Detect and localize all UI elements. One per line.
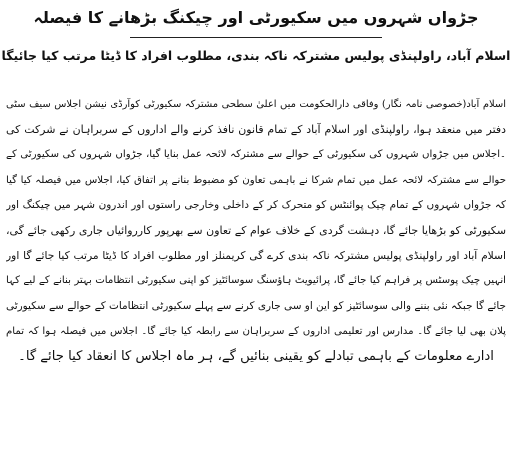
body-line: اسلام آباد(خصوصی نامہ نگار) وفاقی دارالحکومت میں اعلیٰ سطحی مشترکہ سکیورٹی کوآرڈی نیشن اجلاس سیف سٹی [6, 99, 506, 110]
body-line: سکیورٹی کو بڑھایا جائے گا، دہشت گردی کے خلاف عوام کے تعاون سے بھرپور کارروائیاں جاری رکھی جائے گی، [6, 223, 506, 237]
body-line: کہ جڑواں شہروں کے تمام چیک پوائنٹس کو متحرک کر کے داخلی وخارجی راستوں اور اندرون شہر میں چیکنگ اور [6, 198, 506, 211]
subheadline: اسلام آباد، راولپنڈی پولیس مشترکہ ناکہ بندی، مطلوب افراد کا ڈیٹا مرتب کیا جائیگا [1, 48, 511, 63]
headline: جڑواں شہروں میں سکیورٹی اور چیکنگ بڑھانے کا فیصلہ [33, 8, 479, 27]
body-line: دفتر میں منعقد ہوا، راولپنڈی اور اسلام آباد کے تمام قانون نافذ کرنے والے اداروں کے سربراہان نے شرکت کی [6, 123, 506, 137]
body-line: ادارے معلومات کے باہمی تبادلے کو یقینی بنائیں گے، ہر ماہ اجلاس کا انعقاد کیا جائے گا۔ [18, 348, 494, 364]
article-body [6, 92, 506, 369]
body-line: اسلام آباد اور راولپنڈی پولیس مشترکہ ناکہ بندی کرے گی کریمنلز اور مطلوب افراد کا ڈیٹا مرتب کیا جائے گا اور [6, 249, 506, 263]
body-line: ۔اجلاس میں جڑواں شہروں کی سکیورٹی کے حوالے سے مشترکہ لائحہ عمل بنایا گیا، جڑواں شہروں کی سکیورٹی کے [6, 149, 506, 161]
body-line: جائے گا جبکہ نئی بننے والی سوسائٹیز کو این او سی جاری کرنے سے پہلے سکیورٹی انتظامات کے حوالے سے سکیورٹی [6, 299, 506, 312]
body-line: انہیں چیک پوسٹس پر فراہم کیا جائے گا، پرائیویٹ ہاؤسنگ سوسائٹیز کو اپنی سکیورٹی انتظامات بہتر بنانے کے لیے کہا [6, 275, 506, 287]
headline-divider [130, 37, 382, 38]
body-line: حوالے سے مشترکہ لائحہ عمل میں تمام شرکا نے باہمی تعاون کو مضبوط بنانے پر اتفاق کیا، اجلاس میں فیصلہ کیا گیا [6, 174, 506, 186]
body-line: پلان بھی لیا جائے گا۔ مدارس اور تعلیمی اداروں کے سربراہان سے رابطہ کیا جائے گا۔ اجلاس میں فیصلہ ہوا کہ تمام [6, 325, 506, 337]
